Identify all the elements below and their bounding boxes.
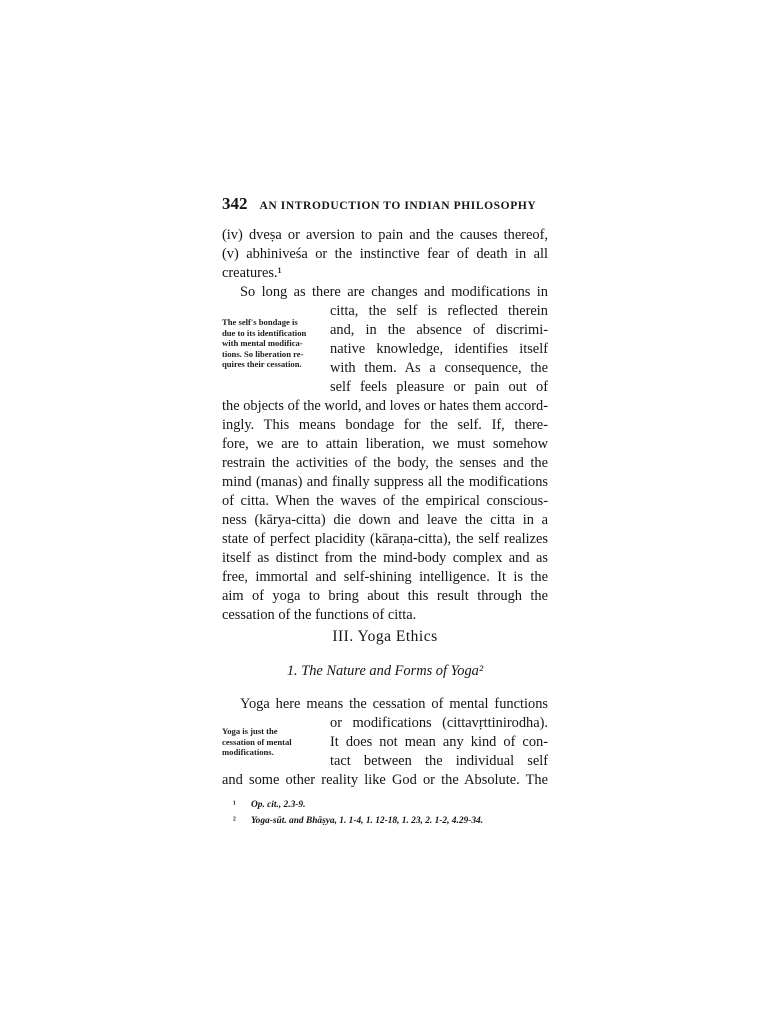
margin-note-line: cessation of mental: [222, 736, 292, 747]
text-line: fore, we are to attain liberation, we must somehow: [222, 436, 548, 452]
text-line: citta, the self is reflected therein: [330, 303, 548, 319]
margin-note-line: quires their cessation.: [222, 359, 302, 370]
text-line: aim of yoga to bring about this result through the: [222, 588, 548, 604]
page-header: [222, 194, 536, 214]
margin-note-line: due to its identification: [222, 327, 307, 338]
margin-note-line: tions. So liberation re-: [222, 348, 304, 359]
section-heading: III. Yoga Ethics: [332, 628, 438, 645]
margin-note-line: The self's bondage is: [222, 317, 298, 327]
text-line: restrain the activities of the body, the senses and the: [222, 455, 548, 471]
subsection-heading: 1. The Nature and Forms of Yoga²: [286, 663, 484, 679]
text-line: creatures.¹: [222, 265, 282, 281]
text-line: So long as there are changes and modifications in: [240, 284, 548, 300]
text-line: ingly. This means bondage for the self. If, there-: [222, 417, 548, 433]
margin-note-line: Yoga is just the: [222, 726, 278, 736]
margin-note-line: modifications.: [222, 747, 274, 758]
footnote-text: Yoga-sūt. and Bhāṣya, 1. 1-4, 1. 12-18, 1. 23, 2. 1-2, 4.29-34.: [251, 816, 484, 826]
text-line: free, immortal and self-shining intelligence. It is the: [222, 569, 548, 585]
footnote-mark: ²: [233, 816, 236, 826]
text-line: the objects of the world, and loves or hates them accord-: [222, 398, 548, 414]
text-line: tact between the individual self: [330, 753, 548, 769]
text-line: It does not mean any kind of con-: [330, 734, 548, 750]
footnote: [233, 815, 483, 827]
text-line: and some other reality like God or the Absolute. The: [222, 772, 548, 788]
margin-note: [222, 726, 292, 758]
text-line: cessation of the functions of citta.: [222, 607, 417, 623]
text-line: self feels pleasure or pain out of: [330, 379, 548, 395]
text-line: native knowledge, identifies itself: [330, 341, 548, 357]
text-line: state of perfect placidity (kāraṇa-citta), the self realizes: [222, 531, 548, 547]
text-line: ness (kārya-citta) die down and leave the citta in a: [222, 512, 548, 528]
text-line: (v) abhiniveśa or the instinctive fear of death in all: [222, 246, 548, 262]
text-line: (iv) dveṣa or aversion to pain and the causes thereof,: [222, 227, 548, 243]
text-line: Yoga here means the cessation of mental functions: [240, 696, 548, 712]
text-line: and, in the absence of discrimi-: [330, 322, 548, 338]
text-line: itself as distinct from the mind-body complex and as: [222, 550, 548, 566]
running-title: AN INTRODUCTION TO INDIAN PHILOSOPHY: [259, 200, 537, 212]
footnote-text: Op. cit., 2.3-9.: [251, 800, 306, 810]
footnote-mark: ¹: [233, 800, 236, 810]
footnote: [233, 799, 305, 811]
text-line: with them. As a consequence, the: [330, 360, 548, 376]
page-number: 342: [222, 194, 248, 213]
margin-note-line: with mental modifica-: [222, 338, 303, 349]
text-line: of citta. When the waves of the empirical conscious-: [222, 493, 548, 509]
margin-note: [222, 317, 306, 370]
text-line: mind (manas) and finally suppress all the modifications: [222, 474, 548, 490]
text-line: or modifications (cittavṛttinirodha).: [330, 715, 548, 731]
